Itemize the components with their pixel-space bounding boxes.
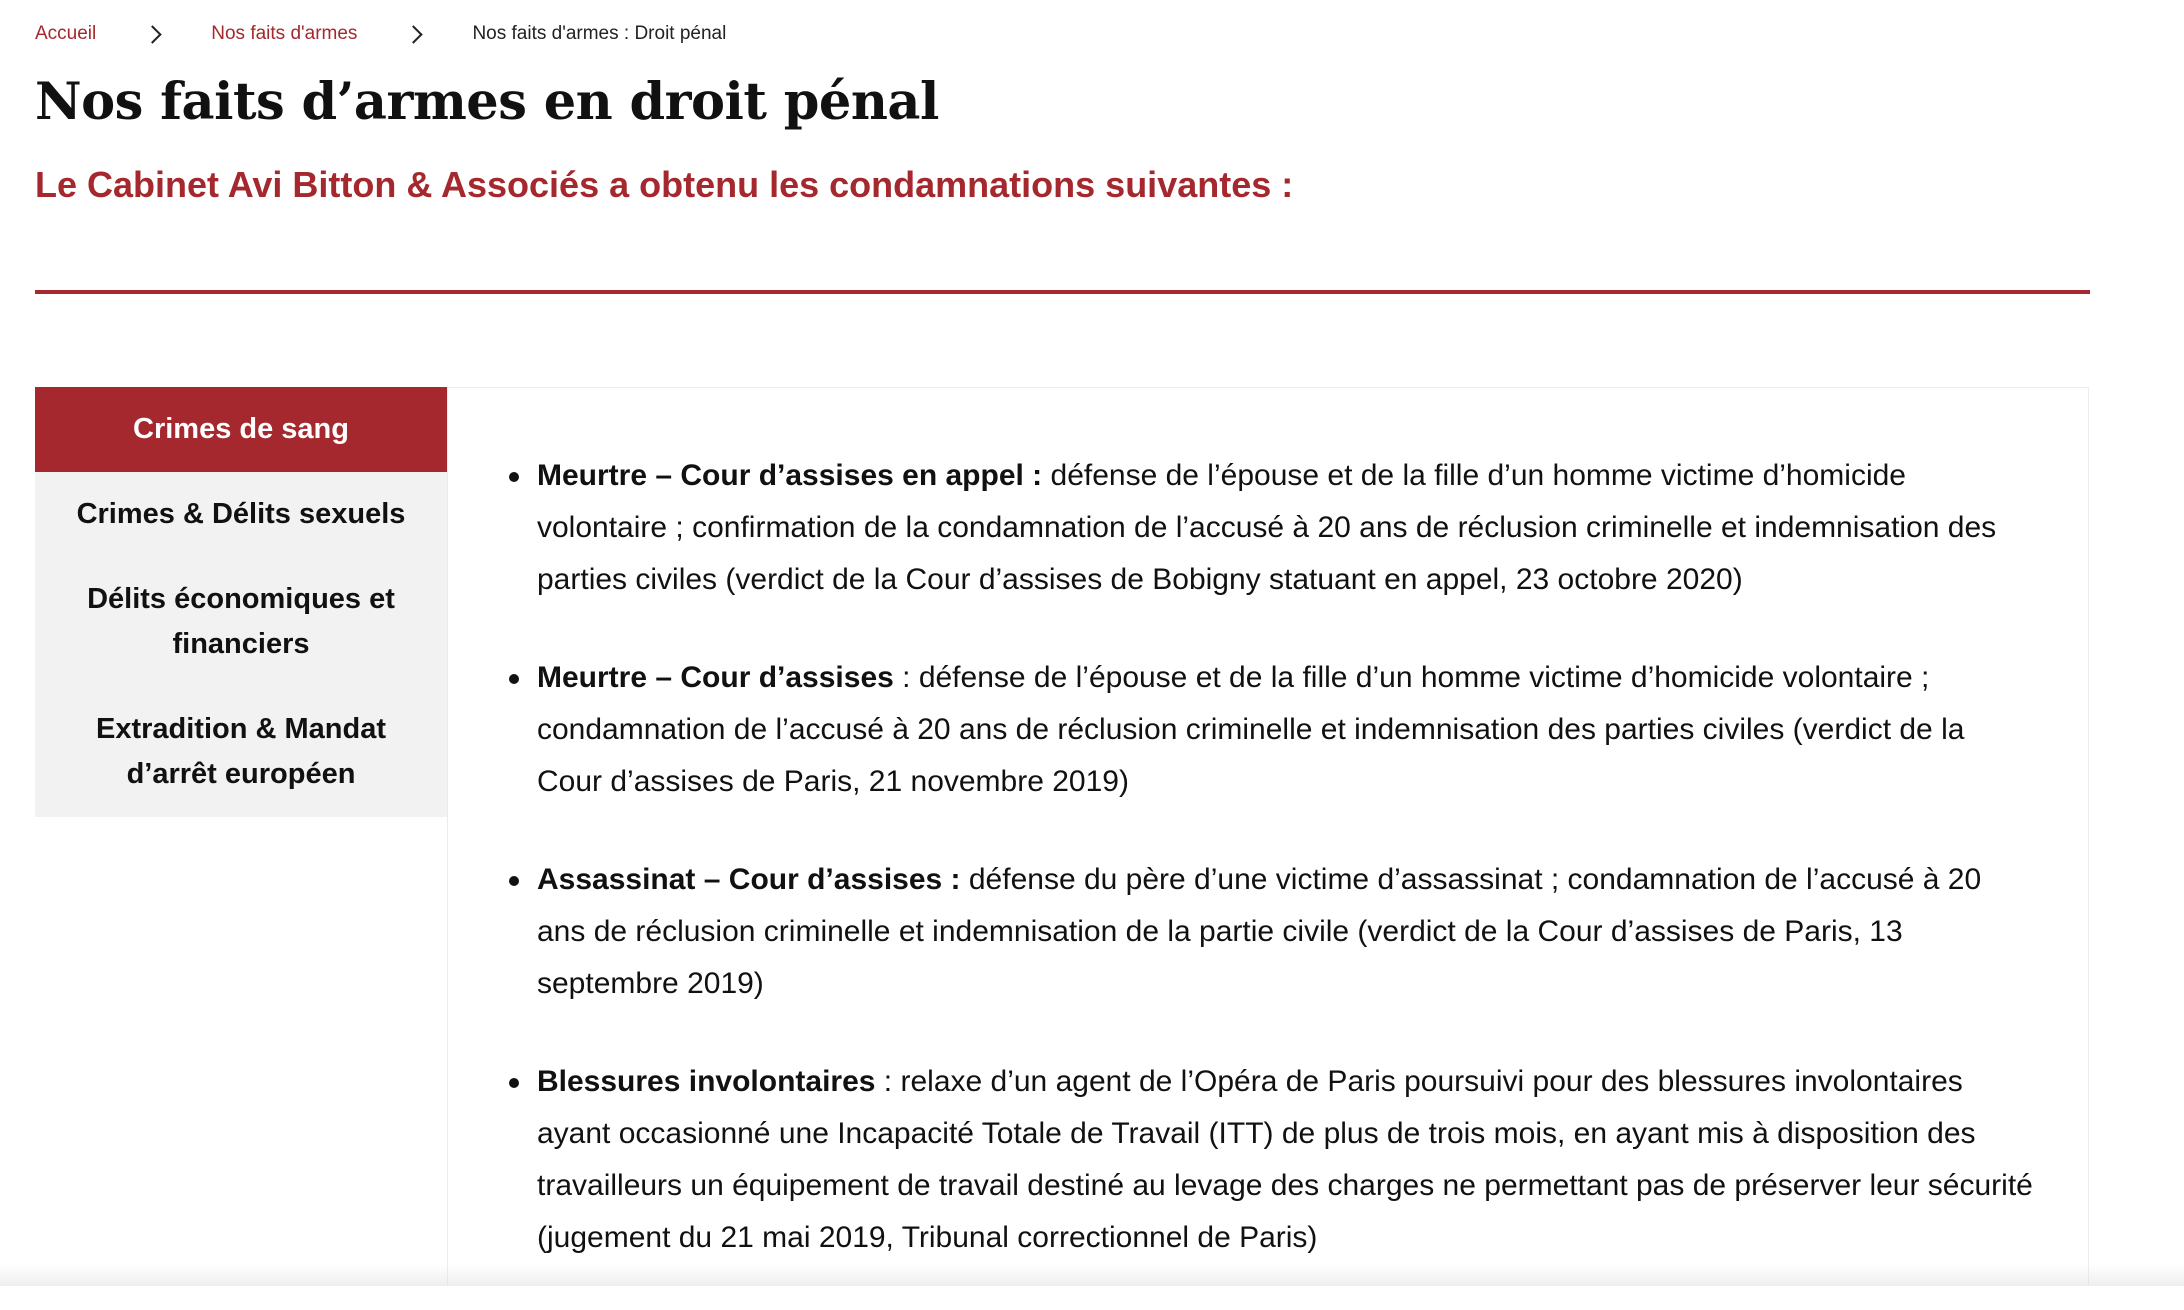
category-tabs [35, 387, 447, 817]
breadcrumb-current: Nos faits d'armes : Droit pénal [472, 23, 727, 44]
verdict-list [537, 450, 2037, 1310]
tab-extradition-mandat-arret[interactable]: Extradition & Mandat d’arrêt européen [95, 713, 386, 790]
verdict-text: défense de l’épouse et de la fille d’un homme victime d’homicide volontaire ; confirmation de la condamnation de l’accusé à 20 ans de réclusion criminelle et indemnisation des parties civiles (verdict de la Cour d’assises de Bobigny statuant en appel, 23 octobre 2020) [537, 459, 1997, 596]
verdict-heading: Blessures involontaires [537, 1065, 876, 1098]
chevron-right-icon [405, 25, 423, 43]
tab-crimes-de-sang[interactable]: Crimes de sang [35, 387, 447, 472]
verdict-text: : relaxe d’un agent de l’Opéra de Paris poursuivi pour des blessures involontaires ayant occasionné une Incapacité Totale de Travail (ITT) de plus de trois mois, en ayant mis à disposition des travailleurs un équipement de travail destiné au levage des charges ne permettant pas de préserver leur sécurité (jugement du 21 mai 2019, Tribunal correctionnel de Paris) [537, 1065, 2033, 1254]
breadcrumb-home-link[interactable]: Accueil [35, 23, 97, 44]
breadcrumb [35, 20, 726, 48]
tab-crimes-delits-sexuels[interactable]: Crimes & Délits sexuels [76, 498, 406, 530]
tab-delits-economiques-financiers[interactable]: Délits économiques et financiers [87, 583, 395, 660]
page-title: Nos faits d’armes en droit pénal [35, 72, 939, 132]
verdict-heading: Meurtre – Cour d’assises [537, 661, 894, 694]
verdict-text: défense du père d’une victime d’assassinat ; condamnation de l’accusé à 20 ans de réclusion criminelle et indemnisation de la partie civile (verdict de la Cour d’assises de Paris, 13 septembre 2019) [537, 863, 1982, 1000]
list-item [537, 652, 2037, 808]
list-item [537, 450, 2037, 606]
bottom-shadow [0, 1264, 2184, 1286]
verdict-text: : défense de l’épouse et de la fille d’un homme victime d’homicide volontaire ; condamnation de l’accusé à 20 ans de réclusion criminelle et indemnisation des parties civiles (verdict de la Cour d’assises de Paris, 21 novembre 2019) [537, 661, 1965, 798]
list-item [537, 1056, 2037, 1264]
list-item [537, 854, 2037, 1010]
page-subtitle: Le Cabinet Avi Bitton & Associés a obtenu les condamnations suivantes : [35, 164, 1294, 205]
section-divider [35, 290, 2090, 294]
chevron-right-icon [144, 25, 162, 43]
verdict-heading: Assassinat – Cour d’assises : [537, 863, 961, 896]
verdict-heading: Meurtre – Cour d’assises en appel : [537, 459, 1043, 492]
breadcrumb-faits-armes-link[interactable]: Nos faits d'armes [211, 23, 358, 44]
